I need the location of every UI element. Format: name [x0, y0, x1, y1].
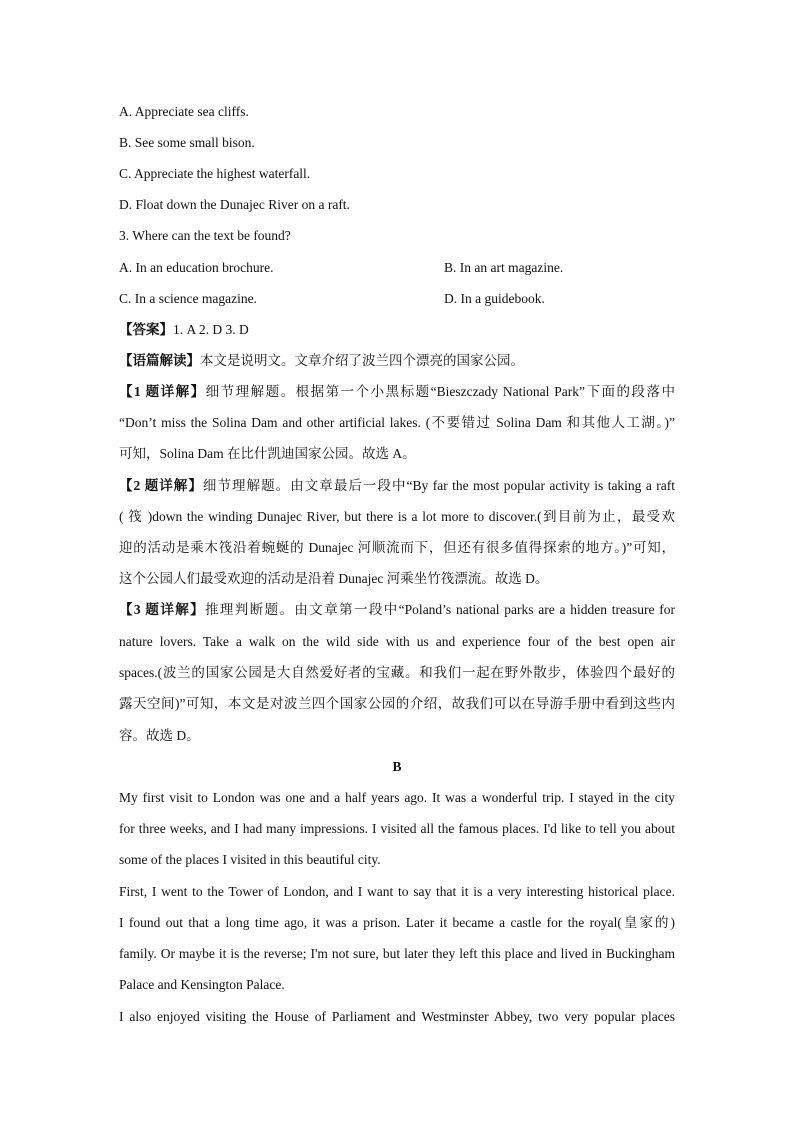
passage-line-7: Palace and Kensington Palace.: [119, 977, 285, 992]
section-heading: B: [392, 759, 402, 774]
reading-tag: 【语篇解读】: [119, 353, 200, 368]
exp2-text-1: 细节理解题。由文章最后一段中“By far the most popular activity is taking a raft: [202, 478, 675, 493]
exp1-line-2: “Don’t miss the Solina Dam and other artificial lakes. (不要错过 Solina Dam 和其他人工湖。)”: [119, 415, 675, 430]
option-d: D. Float down the Dunajec River on a raft.: [119, 197, 350, 212]
exp3-line-3: spaces.(波兰的国家公园是大自然爱好者的宝藏。和我们一起在野外散步，体验四个最好的: [119, 665, 675, 680]
exp1-line-1: [119, 382, 675, 402]
exp2-line-1: [119, 476, 675, 496]
reading-text: 本文是说明文。文章介绍了波兰四个漂亮的国家公园。: [200, 353, 524, 368]
exp2-tag: 【2 题详解】: [119, 478, 203, 493]
option-c: C. Appreciate the highest waterfall.: [119, 166, 311, 181]
reading-line: [119, 351, 524, 371]
passage-line-2: for three weeks, and I had many impressions. I visited all the famous places. I'd like to tell you about: [119, 821, 675, 836]
q3-option-d: D. In a guidebook.: [444, 291, 545, 306]
passage-line-3: some of the places I visited in this beautiful city.: [119, 852, 381, 867]
exp3-line-5: 容。故选 D。: [119, 728, 200, 743]
exp1-tag: 【1 题详解】: [119, 384, 206, 399]
exp3-line-4: 露天空间)”可知，本文是对波兰四个国家公园的介绍，故我们可以在导游手册中看到这些内: [119, 696, 675, 711]
q3-option-a: A. In an education brochure.: [119, 260, 274, 275]
answer-line: [119, 320, 249, 340]
exp3-line-1: [119, 600, 675, 620]
exp3-text-1: 推理判断题。由文章第一段中“Poland’s national parks are a hidden treasure for: [205, 602, 675, 617]
exp2-line-4: 这个公园人们最受欢迎的活动是沿着 Dunajec 河乘坐竹筏漂流。故选 D。: [119, 571, 549, 586]
option-b: B. See some small bison.: [119, 135, 255, 150]
passage-line-8: I also enjoyed visiting the House of Parliament and Westminster Abbey, two very popular places: [119, 1009, 675, 1024]
exp2-line-3: 迎的活动是乘木筏沿着蜿蜒的 Dunajec 河顺流而下，但还有很多值得探索的地方。)”可知，: [119, 540, 675, 555]
exp1-line-3: 可知，Solina Dam 在比什凯迪国家公园。故选 A。: [119, 446, 416, 461]
option-a: A. Appreciate sea cliffs.: [119, 104, 249, 119]
passage-line-5: I found out that a long time ago, it was a prison. Later it became a castle for the royal(皇家的): [119, 915, 675, 930]
passage-line-4: First, I went to the Tower of London, and I want to say that it is a very interesting historical place.: [119, 884, 675, 899]
answer-tag: 【答案】: [119, 322, 173, 337]
question-3: 3. Where can the text be found?: [119, 228, 291, 243]
answer-text: 1. A 2. D 3. D: [173, 322, 249, 337]
exp2-line-2: ( 筏 )down the winding Dunajec River, but there is a lot more to discover.(到目前为止，最受欢: [119, 509, 675, 524]
q3-option-c: C. In a science magazine.: [119, 291, 257, 306]
passage-line-6: family. Or maybe it is the reverse; I'm not sure, but later they left this place and lived in Buckingham: [119, 946, 675, 961]
q3-option-b: B. In an art magazine.: [444, 260, 564, 275]
exp3-line-2: nature lovers. Take a walk on the wild side with us and experience four of the best open air: [119, 634, 675, 649]
exp1-text-1: 细节理解题。根据第一个小黑标题“Bieszczady National Park”下面的段落中: [205, 384, 676, 399]
passage-line-1: My first visit to London was one and a half years ago. It was a wonderful trip. I stayed in the city: [119, 790, 675, 805]
exp3-tag: 【3 题详解】: [119, 602, 206, 617]
